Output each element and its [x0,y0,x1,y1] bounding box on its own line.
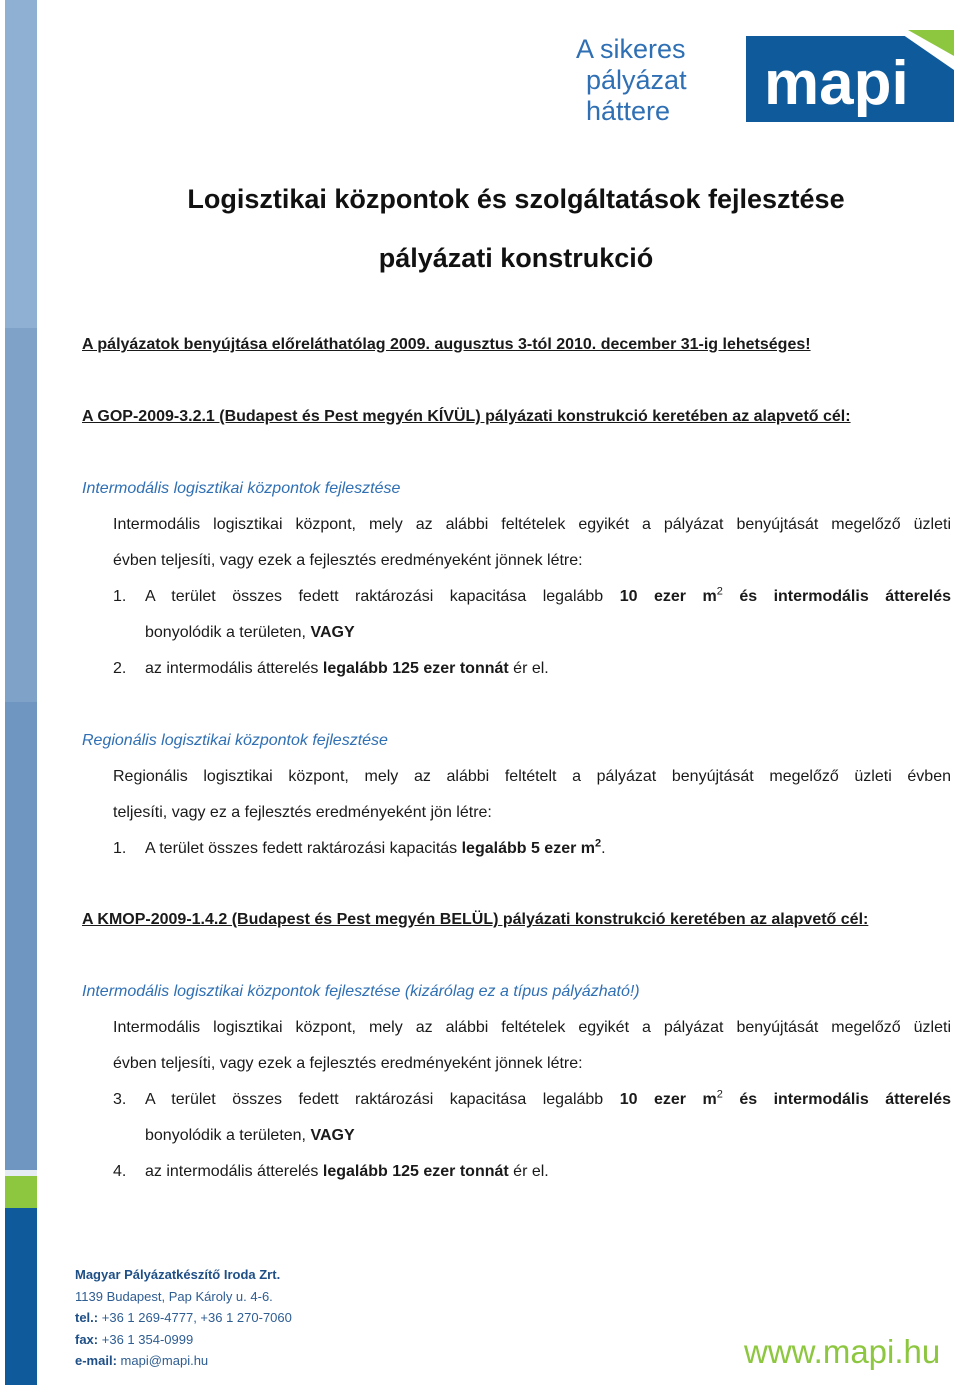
subheading-intermodal: Intermodális logisztikai központok fejlesztése [82,480,401,497]
description-line: Intermodális logisztikai központ, mely az alábbi feltételek egyikét a pályázat benyújtását megelőző üzleti [113,516,951,533]
fax-label: fax: [75,1331,99,1347]
subheading-intermodal-only: Intermodális logisztikai központok fejlesztése (kizárólag ez a típus pályázható!) [82,983,640,1000]
item-text: bonyolódik a területen, [145,624,306,641]
list-item-line [145,579,951,615]
superscript: 2 [716,585,723,598]
sidebar-segment [5,702,37,1170]
item-text: A terület összes fedett raktározási kapacitása legalább [145,588,604,605]
superscript: 2 [595,837,602,850]
list-item [113,1154,951,1190]
description-line: évben teljesíti, vagy ezek a fejlesztés eredményeként jönnek létre: [113,552,583,569]
footer-contact [75,1264,292,1372]
intermodal-description [113,507,951,579]
item-bold: 10 ezer m [619,588,717,605]
phone-label: tel.: [75,1310,99,1325]
page-subtitle: pályázati konstrukció [378,243,654,273]
description-line: Intermodális logisztikai központ, mely az alábbi feltételek egyikét a pályázat benyújtását megelőző üzleti [113,1019,951,1036]
description-line: évben teljesíti, vagy ezek a fejlesztés eredményeként jönnek létre: [113,1055,583,1072]
company-name: Magyar Pályázatkészítő Iroda Zrt. [75,1267,281,1282]
item-bold: és intermodális átterelés [739,588,952,605]
description-line: teljesíti, vagy ez a fejlesztés eredményeként jön létre: [113,804,492,821]
item-text: . [601,840,606,857]
item-text: A terület összes fedett raktározási kapacitása legalább [145,1091,604,1108]
section-heading-kmop: A KMOP-2009-1.4.2 (Budapest és Pest megyén BELÜL) pályázati konstrukció keretében az alapvető cél: [82,911,869,928]
item-bold: legalább 125 ezer tonnát [322,1163,509,1180]
phone-numbers: +36 1 269-4777, +36 1 270-7060 [101,1310,292,1325]
mapi-logo [746,30,954,122]
item-text: ér el. [513,660,549,677]
logo-text: mapi [764,49,909,118]
page-title: Logisztikai központok és szolgáltatások fejlesztése [187,184,845,214]
website-link[interactable]: www.mapi.hu [744,1333,941,1370]
phone-line [75,1307,292,1329]
item-text: bonyolódik a területen, [145,1127,306,1144]
sidebar-segment [5,1208,37,1385]
list-number: 3. [113,1091,127,1108]
regional-description [113,759,951,831]
item-bold: 10 ezer m [619,1091,717,1108]
brand-tagline [576,34,687,127]
sidebar-segment [5,1176,37,1208]
item-bold: legalább 125 ezer tonnát [322,660,509,677]
email-line [75,1350,292,1372]
description-line: Regionális logisztikai központ, mely az alábbi feltételt a pályázat benyújtását megelőző üzleti évben [113,768,951,785]
sidebar-segment [5,0,37,328]
list-item-line [145,615,951,651]
list-number: 1. [113,588,127,605]
item-bold: és intermodális átterelés [739,1091,952,1108]
email-label: e-mail: [75,1353,117,1368]
list-number: 2. [113,660,127,677]
submission-notice: A pályázatok benyújtása előreláthatólag 2009. augusztus 3-tól 2010. december 31-ig lehetséges! [82,336,811,353]
list-item-line [145,1082,951,1118]
item-bold: VAGY [310,624,355,641]
tagline-line: pályázat [586,65,687,95]
list-number: 4. [113,1163,127,1180]
item-bold: legalább 5 ezer m [461,840,595,857]
subheading-regional: Regionális logisztikai központok fejlesztése [82,732,388,749]
tagline-line: A sikeres [576,34,686,64]
sidebar-segment [5,328,37,702]
item-text: az intermodális átterelés [145,1163,319,1180]
item-bold: VAGY [310,1127,355,1144]
list-item-line [145,1118,951,1154]
item-text: az intermodális átterelés [145,660,319,677]
company-address: 1139 Budapest, Pap Károly u. 4-6. [75,1288,273,1304]
superscript: 2 [716,1088,723,1101]
section-heading-gop: A GOP-2009-3.2.1 (Budapest és Pest megyén KÍVÜL) pályázati konstrukció keretében az alapvető cél: [82,408,851,425]
intermodal-description [113,1010,951,1082]
list-number: 1. [113,840,127,857]
list-item [113,831,951,867]
item-text: ér el. [513,1163,549,1180]
list-item [113,1082,951,1154]
fax-number: +36 1 354-0999 [101,1331,194,1347]
item-text: A terület összes fedett raktározási kapacitás [145,840,458,857]
email-address[interactable]: mapi@mapi.hu [120,1353,209,1368]
tagline-line: háttere [586,96,671,126]
list-item [113,579,951,651]
fax-line [75,1329,292,1351]
list-item [113,651,951,687]
